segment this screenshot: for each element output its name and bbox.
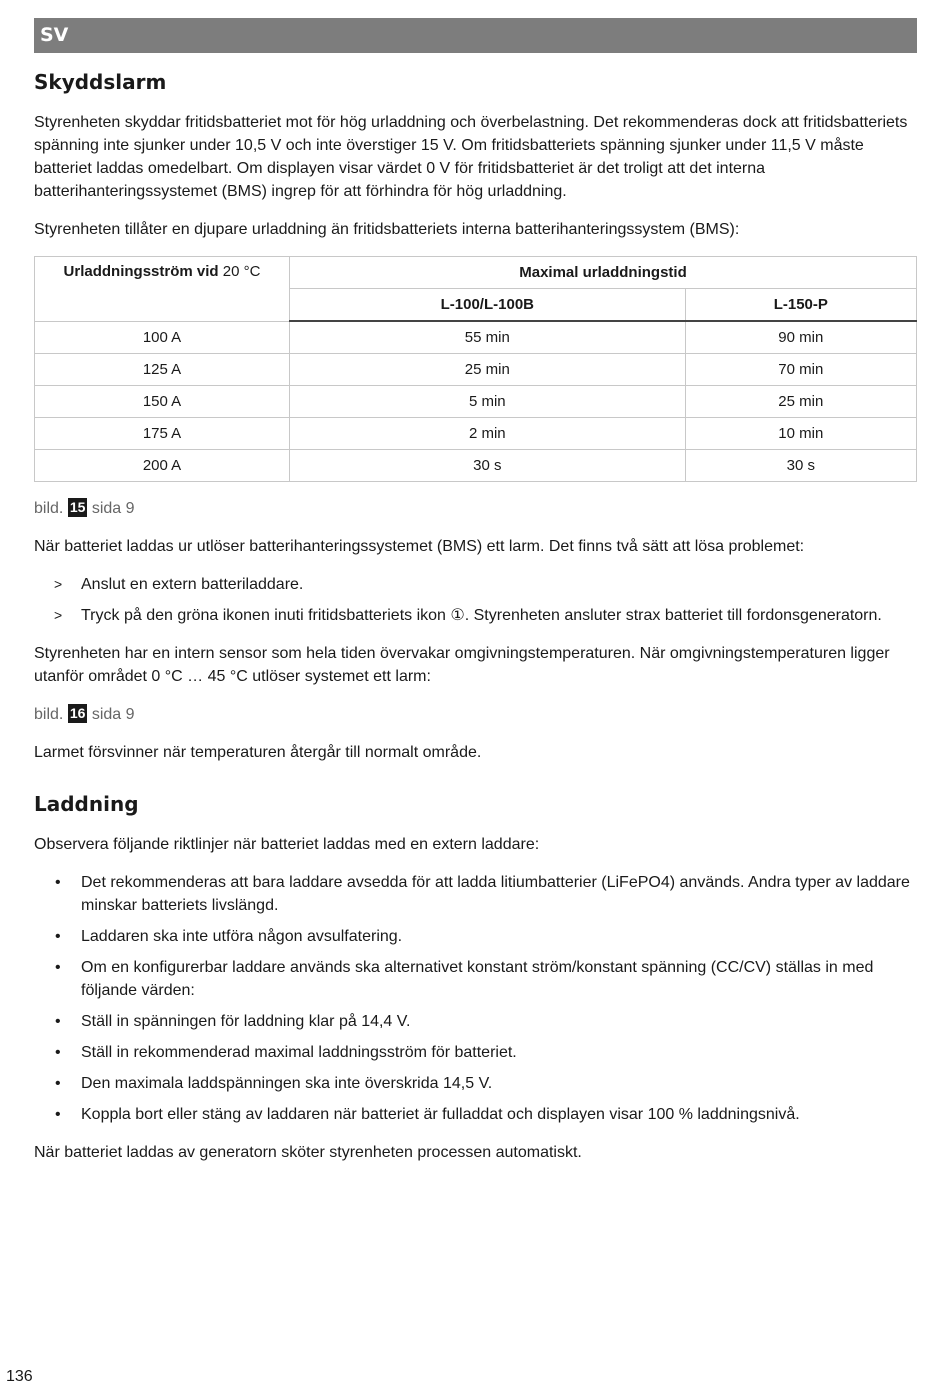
table-cell: 90 min [685,321,916,354]
figure-reference-15 [34,497,917,520]
bullet-text: Ställ in spänningen för laddning klar på 14,4 V. [81,1013,411,1030]
step-text: Tryck på den gröna ikonen inuti fritidsbatteriets ikon [81,607,446,624]
table-cell: 175 A [35,418,290,450]
column-header-model-2: L-150-P [685,289,916,322]
list-item [34,573,917,596]
column-header-temperature: 20 °C [222,263,261,280]
language-header-bar [34,18,917,53]
table-cell: 30 s [685,450,916,482]
bullet-icon: • [55,1013,61,1030]
page-content [34,70,917,1179]
page-number: 136 [6,1368,33,1385]
paragraph: När batteriet laddas ur utlöser batterihanteringssystemet (BMS) ett larm. Det finns två sätt att lösa problemet: [34,538,805,555]
bullet-text: Koppla bort eller stäng av laddaren när batteriet är fulladdat och displayen visar 100 % laddningsnivå. [81,1106,800,1123]
table-cell: 10 min [685,418,916,450]
column-header-model-1: L-100/L-100B [290,289,686,322]
list-item [34,1010,917,1033]
step-text: Anslut en extern batteriladdare. [81,576,304,593]
bullet-icon: • [55,928,61,945]
bullet-icon: • [55,1075,61,1092]
list-item [34,604,917,627]
discharge-time-table [34,256,917,482]
table-cell: 200 A [35,450,290,482]
figure-ref-prefix: bild. [34,500,64,517]
bullet-icon: • [55,874,61,891]
step-arrow-icon: > [54,576,63,592]
table-cell: 125 A [35,354,290,386]
bullet-text: Den maximala laddspänningen ska inte överskrida 14,5 V. [81,1075,493,1092]
column-header-bold: Urladdningsström vid [63,263,219,280]
table-row [35,354,917,386]
table-cell: 2 min [290,418,686,450]
guideline-list [34,871,917,1126]
table-row [35,418,917,450]
list-item [34,1041,917,1064]
bullet-icon: • [55,1106,61,1123]
table-cell: 5 min [290,386,686,418]
column-header-discharge-current [35,257,290,322]
table-cell: 25 min [290,354,686,386]
table-cell: 30 s [290,450,686,482]
step-text-continued: . Styrenheten ansluter strax batteriet till fordonsgeneratorn. [464,607,882,624]
figure-number-badge: 15 [69,499,86,515]
section-laddning [34,792,917,1164]
table-cell: 150 A [35,386,290,418]
bullet-icon: • [55,959,61,976]
paragraph: När batteriet laddas av generatorn sköter styrenheten processen automatiskt. [34,1144,582,1161]
bullet-text: Laddaren ska inte utföra någon avsulfatering. [81,928,403,945]
language-code: SV [40,24,69,46]
section-title-laddning: Laddning [34,792,139,816]
table-cell: 70 min [685,354,916,386]
list-item [34,871,917,917]
bullet-text: Ställ in rekommenderad maximal laddningsström för batteriet. [81,1044,517,1061]
figure-ref-page: sida 9 [91,706,135,723]
table-cell: 100 A [35,321,290,354]
list-item [34,1103,917,1126]
figure-number-badge: 16 [69,705,86,721]
circled-number-icon: ① [450,607,465,624]
figure-ref-prefix: bild. [34,706,64,723]
section-title-skyddslarm: Skyddslarm [34,70,167,94]
paragraph: Styrenheten har en intern sensor som hela tiden övervakar omgivningstemperaturen. När omgivningstemperaturen ligger utanför området 0 °C … 45 °C utlöser systemet ett larm: [34,645,890,685]
paragraph: Larmet försvinner när temperaturen återgår till normalt område. [34,744,482,761]
table-row [35,321,917,354]
bullet-text: Om en konfigurerbar laddare används ska alternativet konstant ström/konstant spänning (CC/CV) ställas in med följande värden: [81,959,874,999]
list-item [34,956,917,1002]
table-cell: 55 min [290,321,686,354]
bullet-icon: • [55,1044,61,1061]
list-item [34,1072,917,1095]
table-cell: 25 min [685,386,916,418]
paragraph: Styrenheten tillåter en djupare urladdning än fritidsbatteriets interna batterihanteringssystem (BMS): [34,221,740,238]
column-group-header: Maximal urladdningstid [290,257,917,289]
figure-reference-16 [34,703,917,726]
figure-ref-page: sida 9 [91,500,135,517]
paragraph: Observera följande riktlinjer när batteriet laddas med en extern laddare: [34,836,540,853]
list-item [34,925,917,948]
table-row [35,450,917,482]
table-row [35,386,917,418]
paragraph: Styrenheten skyddar fritidsbatteriet mot för hög urladdning och överbelastning. Det rekommenderas dock att fritidsbatteriets spänning inte sjunker under 10,5 V och inte överstiger 15 V. Om fritidsbatteriets spänning sjunker under 11,5 V måste batteriet laddas omedelbart. Om displayen visar värdet 0 V för fritidsbatteriet är det troligt att det interna batterihanteringssystemet (BMS) ingrep för att förhindra för hög urladdning. [34,114,908,200]
bullet-text: Det rekommenderas att bara laddare avsedda för att ladda litiumbatterier (LiFePO4) används. Andra typer av laddare minskar batteriets livslängd. [81,874,910,914]
action-steps [34,573,917,627]
step-arrow-icon: > [54,607,63,623]
